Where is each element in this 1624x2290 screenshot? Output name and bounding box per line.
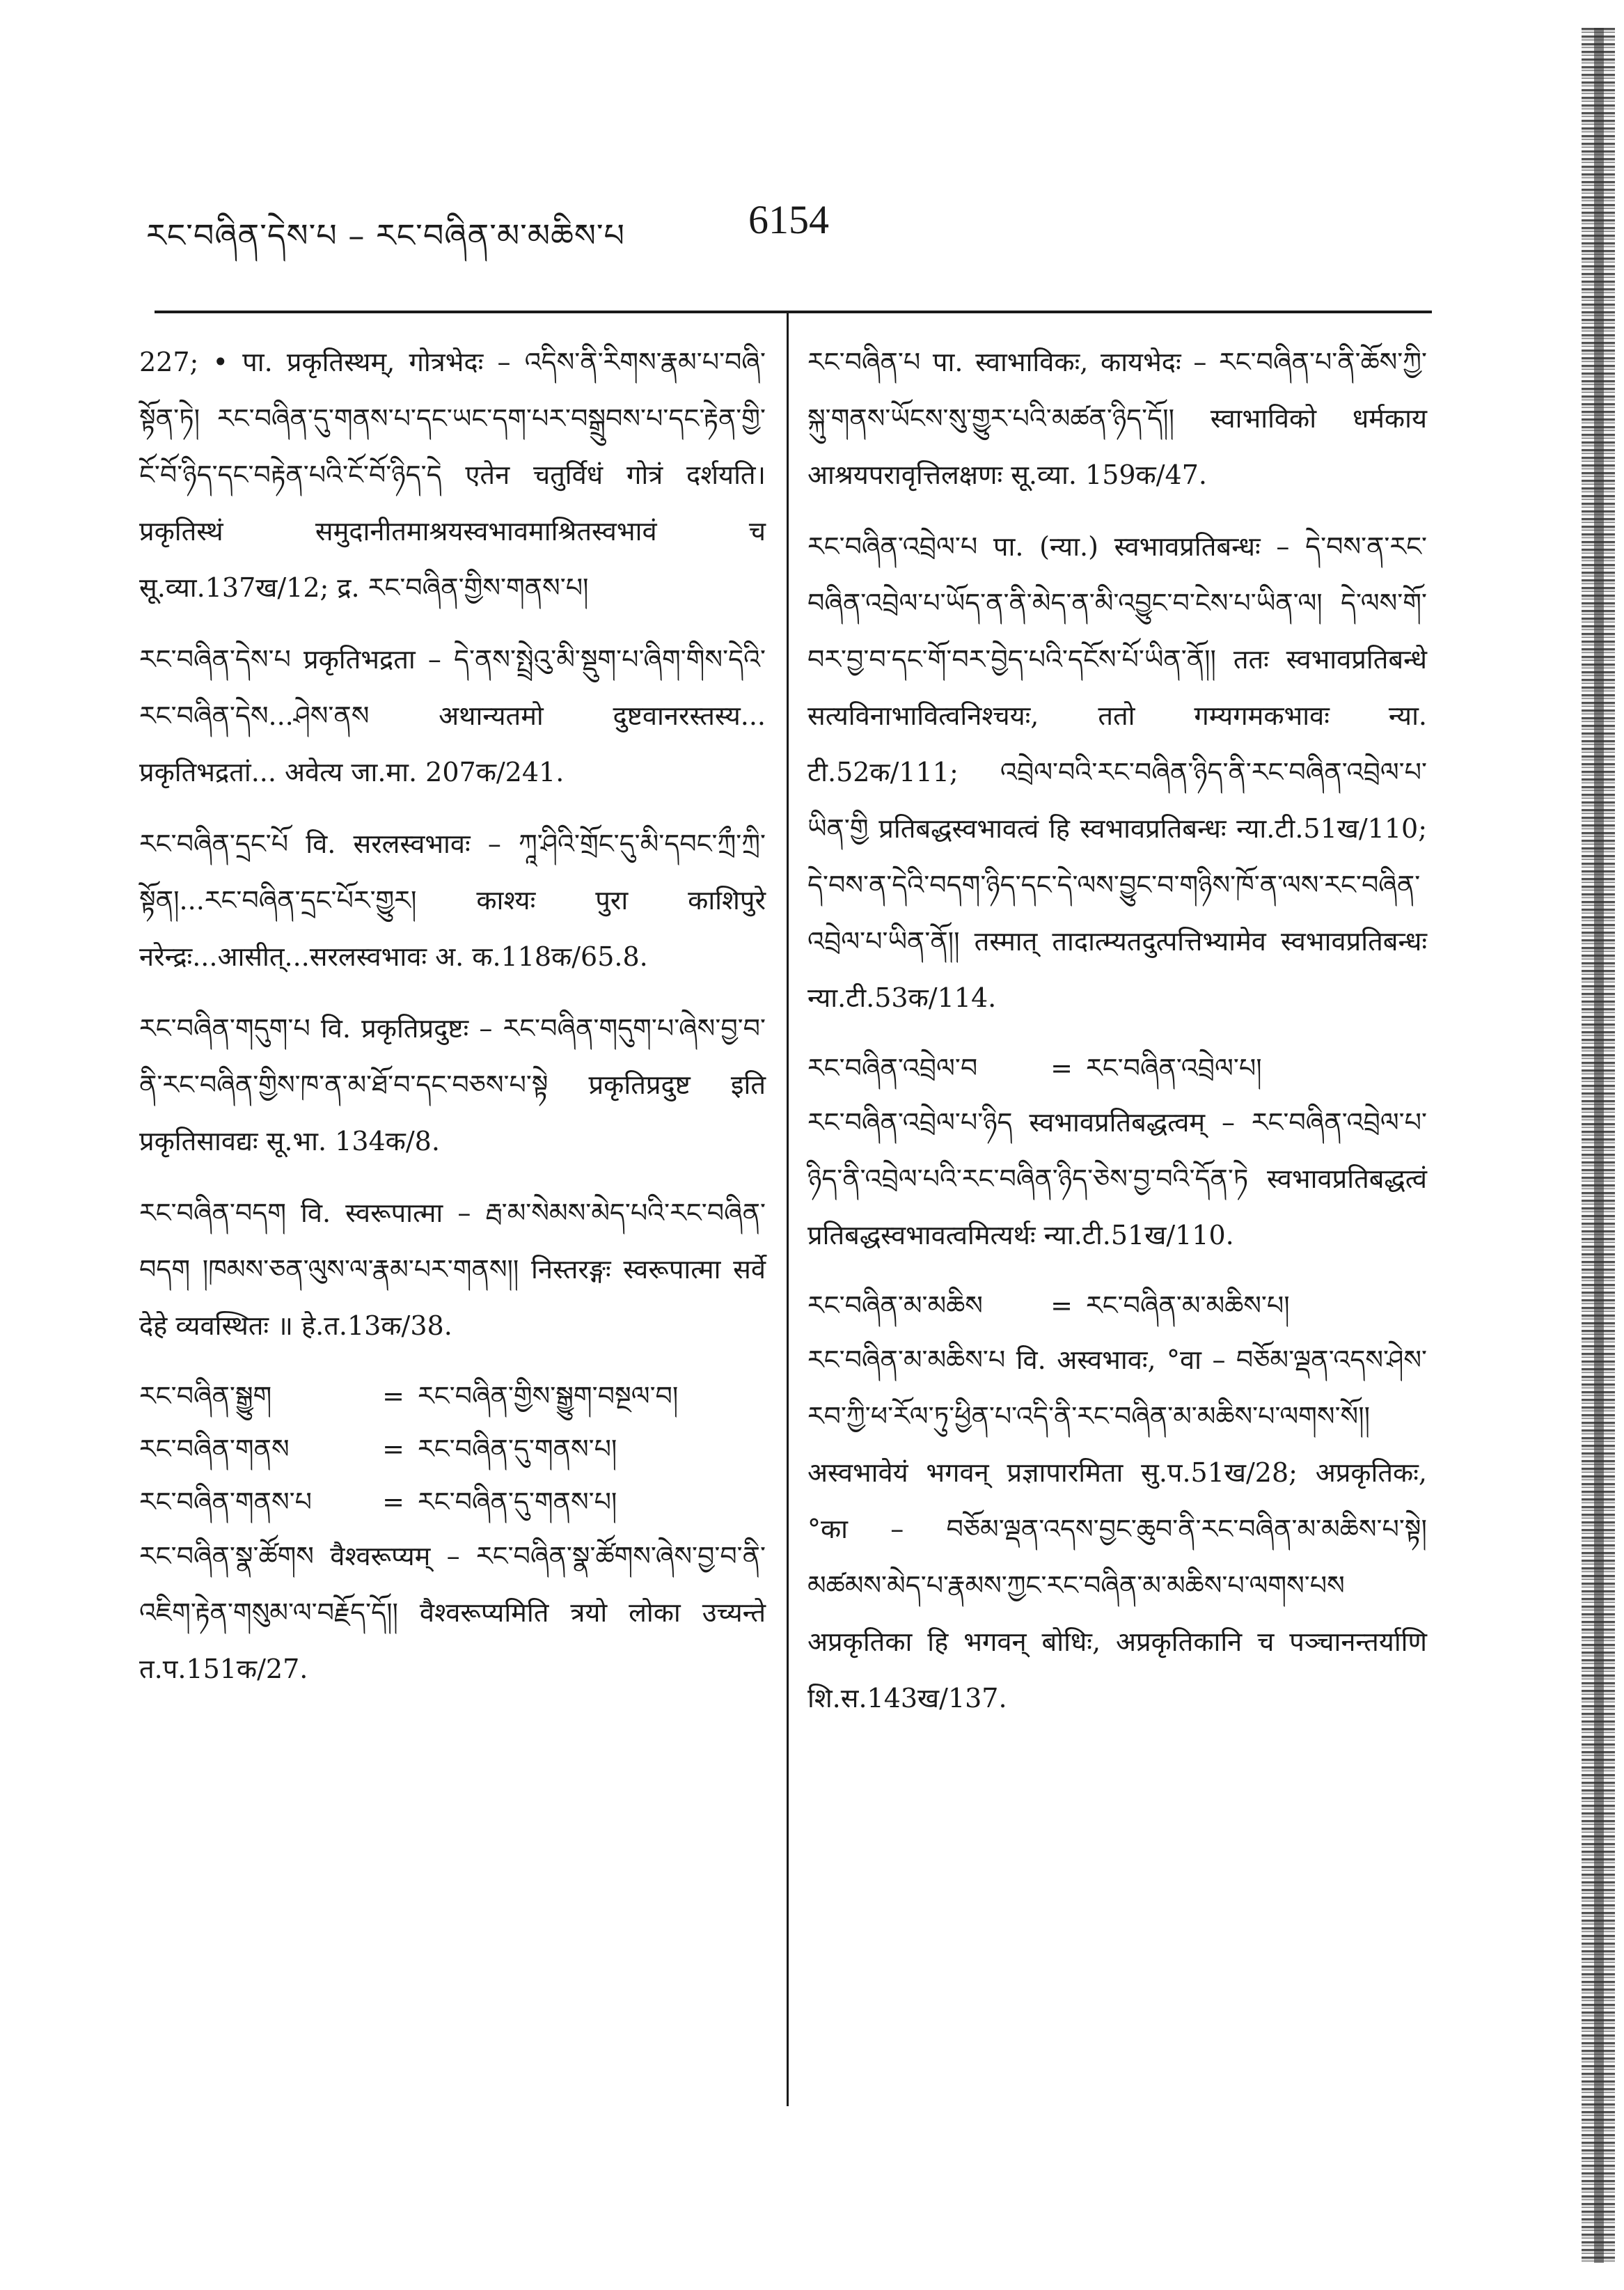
column-divider xyxy=(787,313,789,2106)
left-column xyxy=(139,334,766,1713)
cross-reference xyxy=(139,1475,766,1528)
xref-equals: = xyxy=(1050,1290,1073,1321)
xref-equals: = xyxy=(382,1381,404,1411)
xref-equals: = xyxy=(382,1487,404,1517)
xref-equals: = xyxy=(1050,1053,1073,1083)
running-head: རང་བཞིན་དེས་པ – རང་བཞིན་མ་མཆིས་པ xyxy=(146,217,626,254)
xref-target: རང་བཞིན་དུ་གནས་པ། xyxy=(418,1434,617,1464)
cross-reference xyxy=(807,1279,1427,1332)
right-column xyxy=(807,334,1427,1742)
cross-reference xyxy=(139,1370,766,1422)
binding-shadow xyxy=(1594,28,1604,2263)
xref-headword: རང་བཞིན་གནས xyxy=(139,1434,290,1464)
dictionary-entry: རང་བཞིན་འབྲེལ་པ पा. (न्या.) स्वभावप्रतिबन्धः – དེ་བས་ན་རང་བཞིན་འབྲེལ་པ་ཡོད་ན་ནི་མེད་ན་མི་འབྱུང་བ་ངེས་པ་ཡིན་ལ། དེ་ལས་གོ་བར་བྱ་བ་དང་གོ་བར་བྱེད་པའི་དངོས་པོ་ཡིན་ནོ།། ततः स्वभावप्रतिबन्धे सत्यविनाभावित्वनिश्चयः, ततो गम्यगमकभावः न्या. टी.52क/111; འབྲེལ་བའི་རང་བཞིན་ཉིད་ནི་རང་བཞིན་འབྲེལ་པ་ཡིན་གྱི प्रतिबद्धस्वभावत्वं हि स्वभावप्रतिबन्धः न्या.टी.51ख/110; དེ་བས་ན་དེའི་བདག་ཉིད་དང་དེ་ལས་བྱུང་བ་གཉིས་ཁོ་ན་ལས་རང་བཞིན་འབྲེལ་པ་ཡིན་ནོ།། तस्मात् तादात्म्यतदुत्पत्तिभ्यामेव स्वभावप्रतिबन्धः न्या.टी.53क/114. xyxy=(807,531,1427,1013)
xref-headword: རང་བཞིན་འབྲེལ་བ xyxy=(807,1053,978,1083)
xref-target: རང་བཞིན་གྱིས་སྒྱུག་བསྔལ་བ། xyxy=(418,1381,679,1411)
xref-target: རང་བཞིན་མ་མཆིས་པ། xyxy=(1086,1290,1290,1321)
dictionary-entry: རང་བཞིན་མ་མཆིས་པ वि. अस्वभावः, °वा – བཅོམ་ལྡན་འདས་ཤེས་རབ་ཀྱི་ཕ་རོལ་ཏུ་ཕྱིན་པ་འདི་ནི་རང་བཞིན་མ་མཆིས་པ་ལགས་སོ།། अस्वभावेयं भगवन् प्रज्ञापारमिता सु.प.51ख/28; अप्रकृतिकः, °का – བཅོམ་ལྡན་འདས་བྱང་ཆུབ་ནི་རང་བཞིན་མ་མཆིས་པ་སྟེ། མཚམས་མེད་པ་རྣམས་ཀྱང་རང་བཞིན་མ་མཆིས་པ་ལགས་པས अप्रकृतिका हि भगवन् बोधिः, अप्रकृतिकानि च पञ्चानन्तर्याणि शि.स.143ख/137. xyxy=(807,1344,1427,1713)
dictionary-entry: རང་བཞིན་དྲང་པོ वि. सरलस्वभावः – ཀཱ་ཤིའི་གྲོང་དུ་མི་དབང་ཀྲྀ་ཀྲི་སྟོན།...རང་བཞིན་དྲང་པོར་གྱུར། काश्यः पुरा काशिपुरे नरेन्द्रः...आसीत्...सरलस्वभावः अ. क.118क/65.8. xyxy=(139,829,766,972)
xref-headword: རང་བཞིན་སྒྱུག xyxy=(139,1381,272,1411)
xref-target: རང་བཞིན་དུ་གནས་པ། xyxy=(418,1487,617,1517)
xref-equals: = xyxy=(382,1434,404,1464)
dictionary-entry: རང་བཞིན་གདུག་པ वि. प्रकृतिप्रदुष्टः – རང་བཞིན་གདུག་པ་ཞེས་བྱ་བ་ནི་རང་བཞིན་གྱིས་ཁ་ན་མ་ཐོ་བ་དང་བཅས་པ་སྟེ प्रकृतिप्रदुष्ट इति प्रकृतिसावद्यः सू.भा. 134क/8. xyxy=(139,1013,766,1156)
header-rule xyxy=(155,311,1432,313)
cross-reference xyxy=(139,1422,766,1475)
dictionary-entry: རང་བཞིན་བདག वि. स्वरूपात्मा – རྦ་མ་སེམས་མེད་པའི་རང་བཞིན་བདག །ཁམས་ཅན་ལུས་ལ་རྣམ་པར་གནས།། निस्तरङ्गः स्वरूपात्मा सर्वे देहे व्यवस्थितः ॥ हे.त.13क/38. xyxy=(139,1198,766,1341)
cross-reference xyxy=(807,1042,1427,1095)
dictionary-entry: རང་བཞིན་པ पा. स्वाभाविकः, कायभेदः – རང་བཞིན་པ་ནི་ཆོས་ཀྱི་སྐུ་གནས་ཡོངས་སུ་གྱུར་པའི་མཚན་ཉིད་དོ།། स्वाभाविको धर्मकाय आश्रयपरावृत्तिलक्षणः सू.व्या. 159क/47. xyxy=(807,347,1427,490)
dictionary-entry: རང་བཞིན་འབྲེལ་པ་ཉིད स्वभावप्रतिबद्धत्वम् – རང་བཞིན་འབྲེལ་པ་ཉིད་ནི་འབྲེལ་པའི་རང་བཞིན་ཉིད་ཅེས་བྱ་བའི་དོན་ཏེ स्वभावप्रतिबद्धत्वं प्रतिबद्धस्वभावत्वमित्यर्थः न्या.टी.51ख/110. xyxy=(807,1107,1427,1250)
xref-target: རང་བཞིན་འབྲེལ་པ། xyxy=(1086,1053,1262,1083)
xref-headword: རང་བཞིན་མ་མཆིས xyxy=(807,1290,983,1321)
dictionary-entry: རང་བཞིན་དེས་པ प्रकृतिभद्रता – དེ་ནས་སྤྲེའུ་མི་སྡུག་པ་ཞིག་གིས་དེའི་རང་བཞིན་དེས...ཤེས་ནས अथान्यतमो दुष्टवानरस्तस्य... प्रकृतिभद्रतां... अवेत्य जा.मा. 207क/241. xyxy=(139,644,766,787)
page-number: 6154 xyxy=(748,197,829,242)
xref-headword: རང་བཞིན་གནས་པ xyxy=(139,1487,312,1517)
dictionary-entry: རང་བཞིན་སྣ་ཚོགས वैश्वरूप्यम् – རང་བཞིན་སྣ་ཚོགས་ཞེས་བྱ་བ་ནི་འཇིག་རྟེན་གསུམ་ལ་བརྗོད་དོ།། वैश्वरूप्यमिति त्रयो लोका उच्यन्ते त.प.151क/27. xyxy=(139,1541,766,1684)
dictionary-entry: 227; • पा. प्रकृतिस्थम्, गोत्रभेदः – འདིས་ནི་རིགས་རྣམ་པ་བཞི་སྟོན་ཏེ། རང་བཞིན་དུ་གནས་པ་དང་ཡང་དག་པར་བསྒྲུབས་པ་དང་རྟེན་གྱི་ངོ་བོ་ཉིད་དང་བརྟེན་པའི་ངོ་བོ་ཉིད་དེ एतेन चतुर्विधं गोत्रं दर्शयति। प्रकृतिस्थं समुदानीतमाश्रयस्वभावमाश्रितस्वभावं च सू.व्या.137ख/12; द्र. རང་བཞིན་གྱིས་གནས་པ། xyxy=(139,347,766,603)
